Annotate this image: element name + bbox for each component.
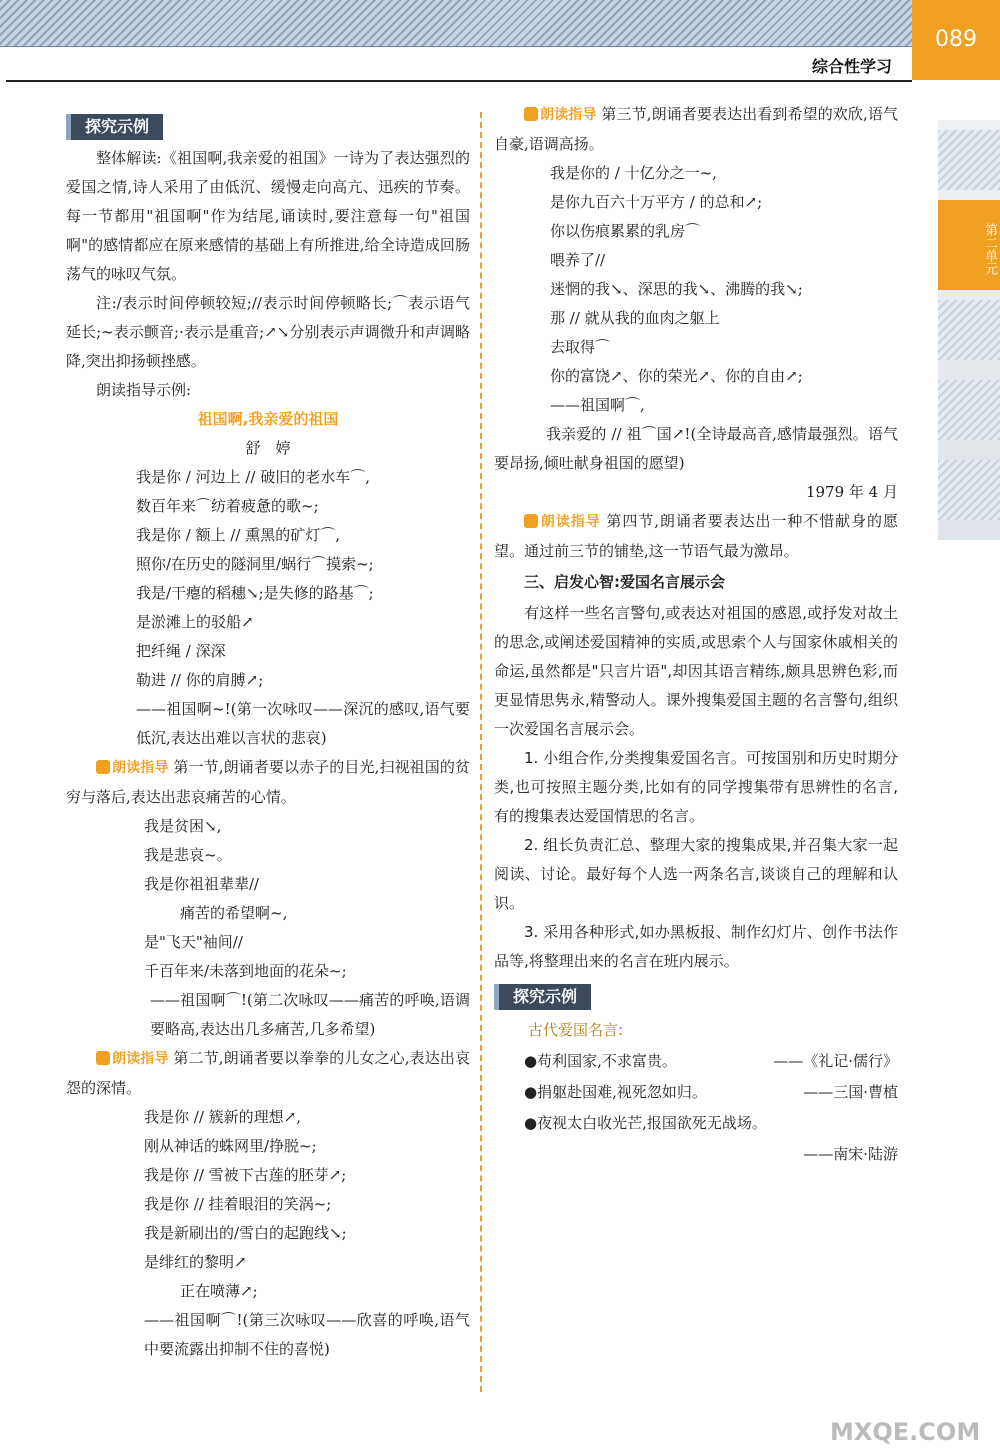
side-tab-inactive: [938, 380, 1000, 440]
stanza-4-end: 我亲爱的 // 祖⌒国↗!(全诗最高音,感情最强烈。语气要昂扬,倾吐献身祖国的愿望): [494, 425, 898, 472]
quote-item: [524, 1109, 898, 1138]
poem-line: 勒进 // 你的肩膊↗;: [136, 671, 264, 689]
watermark: MXQE.COM: [830, 1418, 981, 1446]
stanza-4: [494, 159, 898, 420]
guide-label: 朗读指导: [540, 514, 601, 530]
guide-icon: [96, 1051, 110, 1065]
poem-line: 千百年来/未落到地面的花朵~;: [144, 962, 347, 980]
page-number: 089: [912, 0, 1000, 80]
quote-item: [524, 1047, 898, 1076]
quote-text: ●苟利国家,不求富贵。: [524, 1052, 677, 1070]
right-column: [494, 100, 898, 1169]
poem-line: 我是/干瘪的稻穗↘;是失修的路基⌒;: [136, 584, 374, 602]
section-3-heading: 三、启发心智:爱国名言展示会: [524, 573, 725, 591]
poem-line: 喂养了//: [550, 251, 606, 269]
stanza-3-end: ——祖国啊⌒!(第三次咏叹——欣喜的呼唤,语气中要流露出抑制不住的喜悦): [144, 1311, 470, 1358]
stanza-2-end: ——祖国啊⌒!(第二次咏叹——痛苦的呼唤,语调要略高,表达出几多痛苦,几多希望): [150, 991, 470, 1038]
guide-label: 朗读指导: [112, 1051, 169, 1067]
guide-1-text: 第一节,朗诵者要以赤子的目光,扫视祖国的贫穷与落后,表达出悲哀痛苦的心情。: [66, 758, 470, 806]
poem-line: 我是你 / 额上 // 熏黑的矿灯⌒,: [136, 526, 341, 544]
explore-example-tag: 探究示例: [66, 114, 163, 140]
side-tab-inactive: [938, 460, 1000, 520]
explore-example-tag-2: 探究示例: [494, 984, 591, 1010]
section-3-intro: 有这样一些名言警句,或表达对祖国的感恩,或抒发对故土的思念,或阐述爱国精神的实质,或思索个人与国家休戚相关的命运,虽然都是"只言片语",却因其语言精练,颇具思辨色彩,而更显情思隽永,精警动人。课外搜集爱国主题的名言警句,组织一次爱国名言展示会。: [494, 604, 898, 738]
poem-date: 1979 年 4 月: [805, 483, 898, 501]
poem-title: 祖国啊,我亲爱的祖国: [197, 410, 339, 428]
header-band: [0, 0, 912, 47]
poem-line: ——祖国啊⌒,: [550, 396, 645, 414]
side-tab-inactive: [938, 300, 1000, 360]
guide-icon: [524, 107, 538, 121]
side-tab-unit-2[interactable]: 第二单元: [938, 200, 1000, 290]
poem-line: 照你/在历史的隧洞里/蜗行⌒摸索~;: [136, 555, 374, 573]
step-3: 3. 采用各种形式,如办黑板报、制作幻灯片、创作书法作品等,将整理出来的名言在班内展示。: [494, 923, 898, 970]
guide-2-text: 第二节,朗诵者要以拳拳的儿女之心,表达出哀怨的深情。: [66, 1049, 470, 1097]
poem-line: 把纤绳 / 深深: [136, 642, 226, 660]
poem-line: 是"飞天"袖间//: [144, 933, 243, 951]
poem-line: 那 // 就从我的血肉之躯上: [550, 309, 720, 327]
guide-3-text: 第三节,朗诵者要表达出看到希望的欢欣,语气自豪,语调高扬。: [494, 105, 898, 153]
notation-note: 注:/表示时间停顿较短;//表示时间停顿略长;⌒表示语气延长;~表示颤音;·表示是重音;↗↘分别表示声调微升和声调略降,突出抑扬顿挫感。: [66, 294, 470, 370]
step-1: 1. 小组合作,分类搜集爱国名言。可按国别和历史时期分类,也可按照主题分类,比如有的同学搜集带有思辨性的名言,有的搜集表达爱国情思的名言。: [494, 749, 898, 825]
poem-line: 你以伤痕累累的乳房⌒: [550, 222, 701, 240]
intro-paragraph: 整体解读:《祖国啊,我亲爱的祖国》一诗为了表达强烈的爱国之情,诗人采用了由低沉、缓慢走向高亢、迅疾的节奏。每一节都用"祖国啊"作为结尾,诵读时,要注意每一句"祖国啊"的感情都应在原来感情的基础上有所推进,给全诗造成回肠荡气的咏叹气氛。: [66, 149, 470, 283]
poem-line: 刚从神话的蛛网里/挣脱~;: [144, 1137, 317, 1155]
guide-label: 朗读指导: [540, 107, 597, 123]
stanza-1-end: ——祖国啊~!(第一次咏叹——深沉的感叹,语气要低沉,表达出难以言状的悲哀): [136, 700, 470, 747]
quote-source: ——三国·曹植: [803, 1083, 898, 1101]
column-divider: [480, 112, 482, 1392]
guide-icon: [96, 760, 110, 774]
quote-text: ●捐躯赴国难,视死忽如归。: [524, 1083, 707, 1101]
example-label: 朗读指导示例:: [96, 381, 192, 399]
header-rule: [6, 46, 912, 82]
quote-item: [524, 1078, 898, 1107]
poem-line: 是你九百六十万平方 / 的总和↗;: [550, 193, 763, 211]
poem-line: 是绯红的黎明↗: [144, 1253, 247, 1271]
guide-2: [66, 1044, 470, 1103]
poem-line: 我是悲哀~。: [144, 846, 232, 864]
left-column: [66, 112, 470, 1364]
poem-line: 我是你 // 雪被下古莲的胚芽↗;: [144, 1166, 347, 1184]
poem-line: 迷惘的我↘、深思的我↘、沸腾的我↘;: [550, 280, 803, 298]
poem-line: 我是你 // 簇新的理想↗,: [144, 1108, 301, 1126]
stanza-1: [66, 463, 470, 695]
stanza-2: [66, 812, 470, 986]
quote-text: ●夜视太白收光芒,报国欲死无战场。: [524, 1114, 767, 1132]
poem-line: 我是你 // 挂着眼泪的笑涡~;: [144, 1195, 332, 1213]
poem-line: 去取得⌒: [550, 338, 611, 356]
poem-line: 我是贫困↘,: [144, 817, 222, 835]
poem-line: 痛苦的希望啊~,: [180, 904, 288, 922]
poem-line: 是淤滩上的驳船↗: [136, 613, 254, 631]
guide-icon: [524, 514, 538, 528]
poem-line: 正在喷薄↗;: [180, 1282, 258, 1300]
poem-line: 我是你的 / 十亿分之一~,: [550, 164, 717, 182]
step-2: 2. 组长负责汇总、整理大家的搜集成果,并召集大家一起阅读、讨论。最好每个人选一两条名言,谈谈自己的理解和认识。: [494, 836, 898, 912]
guide-label: 朗读指导: [112, 760, 169, 776]
guide-1: [66, 753, 470, 812]
quote-source: ——《礼记·儒行》: [773, 1052, 898, 1070]
side-tab-inactive: [938, 130, 1000, 190]
guide-3: [494, 100, 898, 159]
guide-4-text: 第四节,朗诵者要表达出一种不惜献身的愿望。通过前三节的铺垫,这一节语气最为激昂。: [494, 512, 898, 560]
quotes-subheading: 古代爱国名言:: [528, 1021, 624, 1039]
poem-line: 我是新刷出的/雪白的起跑线↘;: [144, 1224, 347, 1242]
poem-author: 舒 婷: [245, 439, 291, 457]
quote-source-last: ——南宋·陆游: [803, 1145, 898, 1163]
guide-4: [494, 507, 898, 566]
poem-line: 我是你 / 河边上 // 破旧的老水车⌒,: [136, 468, 371, 486]
poem-line: 我是你祖祖辈辈//: [144, 875, 260, 893]
poem-line: 你的富饶↗、你的荣光↗、你的自由↗;: [550, 367, 803, 385]
section-title: 综合性学习: [811, 57, 892, 76]
poem-line: 数百年来⌒纺着疲惫的歌~;: [136, 497, 319, 515]
stanza-3: [66, 1103, 470, 1306]
